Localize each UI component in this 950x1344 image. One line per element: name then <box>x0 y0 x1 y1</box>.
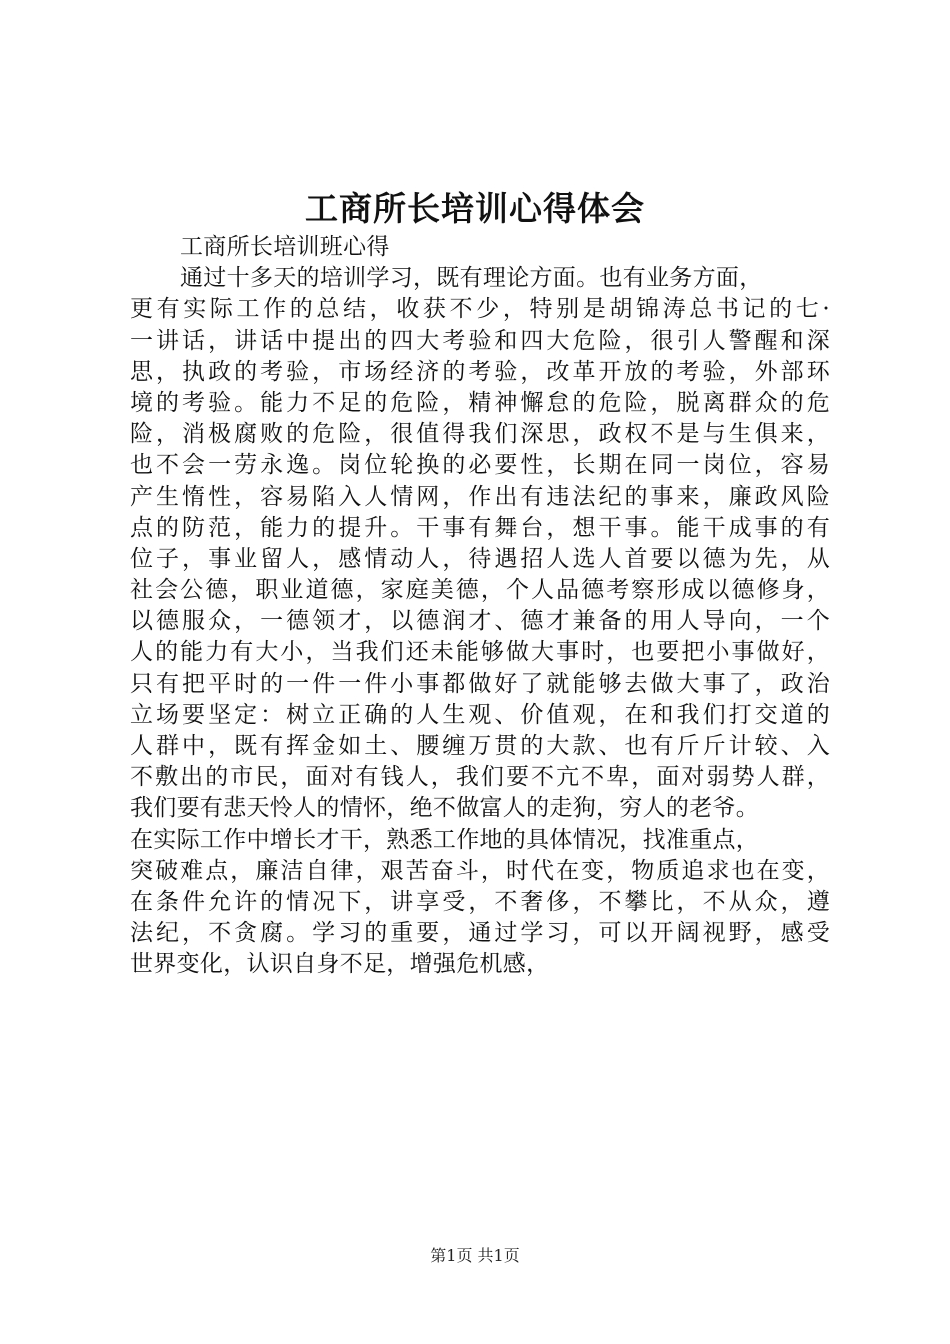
paragraph-line: 点的防范，能力的提升。干事有舞台，想干事。能干成事的有 <box>130 514 830 541</box>
paragraph-line: 一讲话，讲话中提出的四大考验和四大危险，很引人警醒和深 <box>130 327 830 354</box>
paragraph-line: 不敷出的市民，面对有钱人，我们要不亢不卑，面对弱势人群， <box>130 764 830 791</box>
paragraph-line: 人的能力有大小，当我们还未能够做大事时，也要把小事做好， <box>130 639 830 666</box>
document-title: 工商所长培训心得体会 <box>305 189 645 228</box>
paragraph-line: 只有把平时的一件一件小事都做好了就能够去做大事了，政治 <box>130 670 830 697</box>
paragraph-line: 险，消极腐败的危险，很值得我们深思，政权不是与生俱来， <box>130 421 830 448</box>
paragraph-line: 境的考验。能力不足的危险，精神懈怠的危险，脱离群众的危 <box>130 389 830 416</box>
paragraph-line: 我们要有悲天怜人的情怀，绝不做富人的走狗，穷人的老爷。 <box>130 795 760 822</box>
paragraph-line: 以德服众，一德领才，以德润才、德才兼备的用人导向，一个 <box>130 608 830 635</box>
paragraph-line: 更有实际工作的总结，收获不少，特别是胡锦涛总书记的七· <box>130 296 830 323</box>
paragraph-line: 思，执政的考验，市场经济的考验，改革开放的考验，外部环 <box>130 358 830 385</box>
paragraph-line: 在实际工作中增长才干，熟悉工作地的具体情况，找准重点， <box>130 826 760 853</box>
paragraph-line: 人群中，既有挥金如土、腰缠万贯的大款、也有斤斤计较、入 <box>130 733 830 759</box>
page-number-footer: 第1页 共1页 <box>430 1246 520 1265</box>
paragraph-line: 突破难点，廉洁自律，艰苦奋斗，时代在变，物质追求也在变， <box>130 857 830 884</box>
paragraph-line: 位子，事业留人，感情动人，待遇招人选人首要以德为先，从 <box>130 545 830 572</box>
paragraph-line: 产生惰性，容易陷入人情网，作出有违法纪的事来，廉政风险 <box>130 483 830 510</box>
paragraph-line: 也不会一劳永逸。岗位轮换的必要性，长期在同一岗位，容易 <box>130 452 830 479</box>
paragraph-line: 立场要坚定：树立正确的人生观、价值观，在和我们打交道的 <box>130 701 830 728</box>
paragraph-line: 在条件允许的情况下，讲享受，不奢侈，不攀比，不从众，遵 <box>130 888 830 915</box>
document-body <box>130 232 830 981</box>
paragraph-line: 世界变化，认识自身不足，增强危机感， <box>130 951 550 978</box>
paragraph-line: 通过十多天的培训学习，既有理论方面。也有业务方面， <box>180 265 763 292</box>
paragraph-line: 法纪，不贪腐。学习的重要，通过学习，可以开阔视野，感受 <box>130 920 830 947</box>
paragraph-line: 社会公德，职业道德，家庭美德，个人品德考察形成以德修身， <box>130 577 830 604</box>
subheading: 工商所长培训班心得 <box>180 234 390 260</box>
